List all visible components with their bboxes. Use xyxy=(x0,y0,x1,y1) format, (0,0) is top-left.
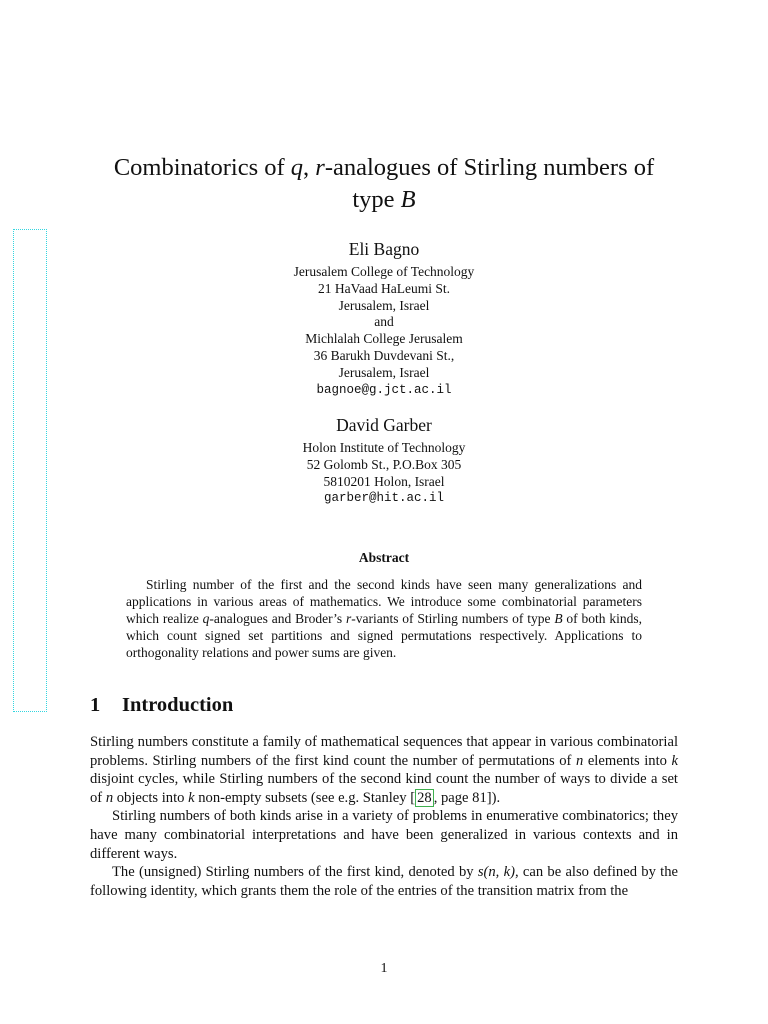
math-var: q xyxy=(202,611,210,627)
title-text: type xyxy=(352,186,401,213)
title-var-q: q xyxy=(290,154,304,181)
abstract-fragment: -analogues and Broder’s xyxy=(209,611,346,627)
body-fragment: , can be also defined by the following identity, which grants them the role of the entries of the transition matrix from the xyxy=(90,864,678,899)
abstract-fragment: Stirling number of the first and the second kinds have seen many generalizations and applications in various areas of mathematics. We introduce some combinatorial parameters which realize xyxy=(126,577,642,627)
abstract-fragment: -variants of Stirling numbers of type xyxy=(351,611,555,627)
title-text: -analogues of Stirling numbers of xyxy=(324,154,655,181)
title-comma: , xyxy=(303,154,316,181)
body-fragment: disjoint cycles, while Stirling numbers of the second kind count the number of ways to divide a set of xyxy=(90,771,678,806)
math-var: r xyxy=(345,611,352,627)
body-fragment: Stirling numbers constitute a family of mathematical sequences that appear in various combinatorial problems. Stirling numbers of the first kind count the number of permutations of xyxy=(90,734,678,769)
affiliation-line: Holon Institute of Technology xyxy=(302,440,466,455)
affiliation-line: and xyxy=(374,314,394,330)
affiliation-line: Jerusalem, Israel xyxy=(338,297,430,313)
author-name: David Garber xyxy=(336,415,432,435)
section-heading xyxy=(90,692,233,718)
author-block-1 xyxy=(184,238,584,399)
math-var: k xyxy=(188,789,195,806)
page-number: 1 xyxy=(380,961,388,976)
math-var: k xyxy=(671,752,678,769)
body-fragment: [ xyxy=(410,789,416,806)
affiliation-line: Jerusalem, Israel xyxy=(338,364,430,380)
affiliation-line: 21 HaVaad HaLeumi St. xyxy=(318,280,450,296)
abstract-heading: Abstract xyxy=(358,550,410,565)
math-var: n xyxy=(105,789,114,806)
math-expression: s(n, k) xyxy=(477,864,515,881)
title-var-b: B xyxy=(400,186,416,213)
section-number: 1 xyxy=(90,694,101,716)
body-paragraph: Stirling numbers of both kinds arise in a variety of problems in enumerative combinatorics; they have many combinatorial interpretations and have been generalized in various contexts and in different ways. xyxy=(90,808,678,862)
author-block-2 xyxy=(184,414,584,507)
title-text: Combinatorics of xyxy=(113,154,291,181)
affiliation-line: Michlalah College Jerusalem xyxy=(305,331,463,347)
paper-title xyxy=(80,152,688,216)
affiliation-line: 52 Golomb St., P.O.Box 305 xyxy=(306,456,462,472)
affiliation-line: 36 Barukh Duvdevani St., xyxy=(313,347,455,363)
arxiv-sidebar-box xyxy=(13,229,47,712)
author-name: Eli Bagno xyxy=(348,239,420,259)
title-var-r: r xyxy=(315,154,325,181)
body-paragraph xyxy=(90,863,678,900)
section-title: Introduction xyxy=(122,694,234,716)
math-var: B xyxy=(554,611,563,627)
section-body xyxy=(90,733,678,900)
affiliation-line: 5810201 Holon, Israel xyxy=(323,473,445,489)
body-paragraph xyxy=(90,733,678,807)
body-fragment: non-empty subsets (see e.g. Stanley xyxy=(194,789,411,806)
abstract-text xyxy=(126,576,642,661)
citation-link[interactable]: 28 xyxy=(417,789,432,806)
body-fragment: , page 81]). xyxy=(433,789,501,806)
body-fragment: elements into xyxy=(583,752,672,769)
body-fragment: objects into xyxy=(113,789,189,806)
body-fragment: The (unsigned) Stirling numbers of the first kind, denoted by xyxy=(112,864,478,881)
author-email[interactable]: bagnoe@g.jct.ac.il xyxy=(316,382,452,397)
math-var: n xyxy=(575,752,584,769)
affiliation-line: Jerusalem College of Technology xyxy=(293,264,475,279)
abstract-fragment: of both kinds, which count signed set partitions and signed permutations respectively. Applications to orthogonality relations and power sums are given. xyxy=(126,611,642,661)
author-email[interactable]: garber@hit.ac.il xyxy=(323,491,445,506)
